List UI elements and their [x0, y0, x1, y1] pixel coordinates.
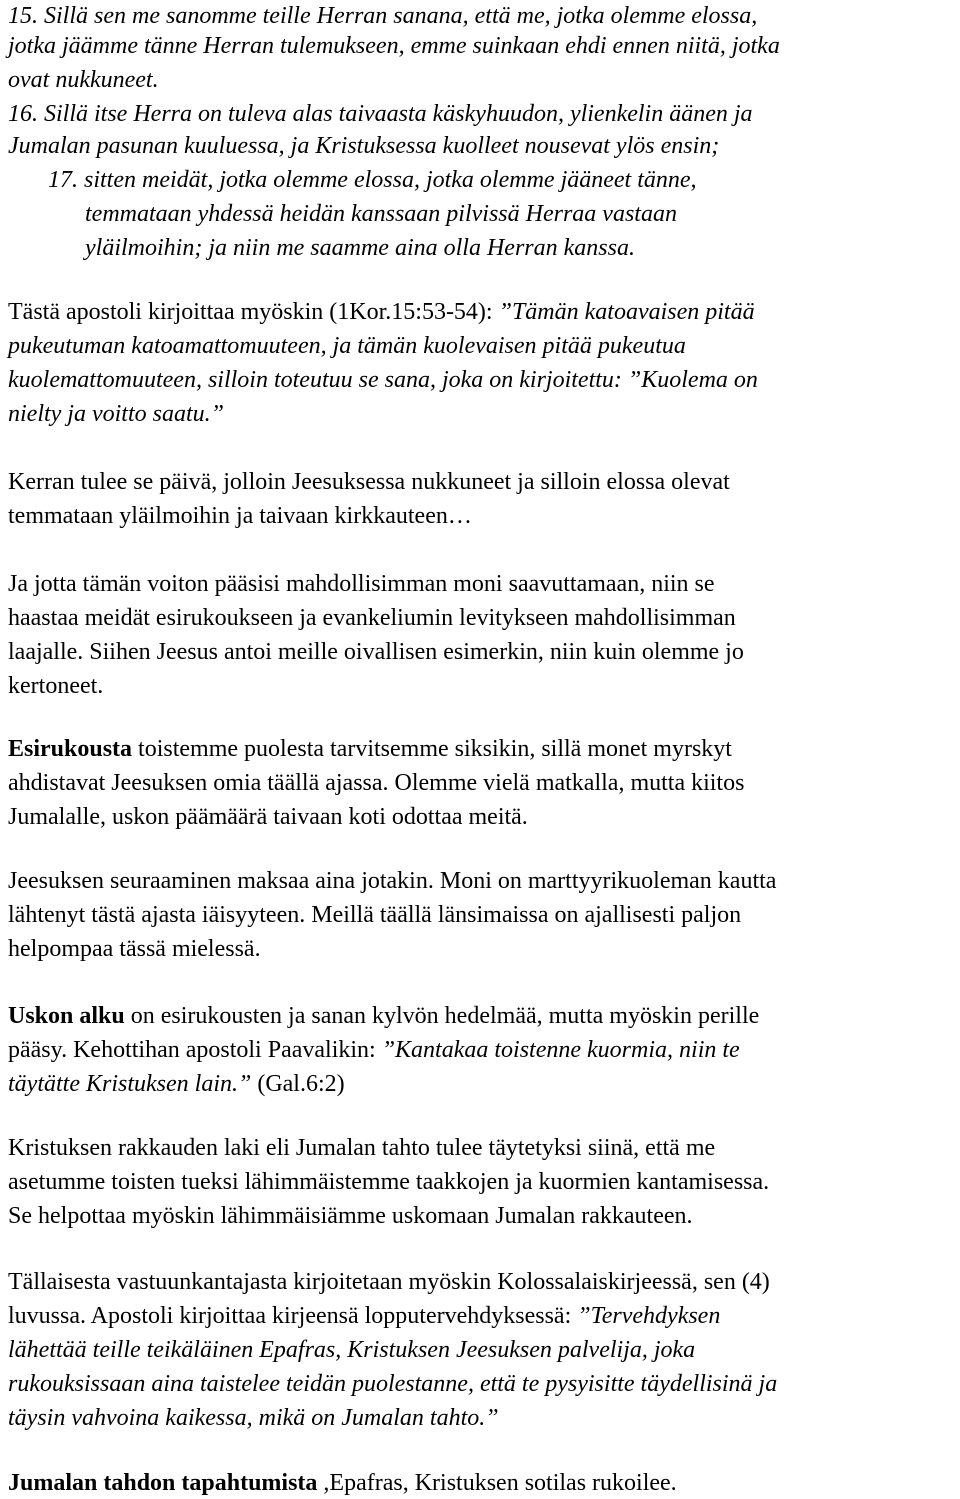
- paragraph-5-line-2: lähtenyt tästä ajasta iäisyyteen. Meillä täällä länsimaissa on ajallisesti paljon: [8, 902, 742, 928]
- verse-16-line-1: 16. Sillä itse Herra on tuleva alas taivaasta käskyhuudon, ylienkelin äänen ja: [8, 101, 753, 127]
- paragraph-2-line-1: Kerran tulee se päivä, jolloin Jeesuksessa nukkuneet ja silloin elossa olevat: [8, 469, 730, 495]
- verse-15-line-1: 15. Sillä sen me sanomme teille Herran sanana, että me, jotka olemme elossa,: [8, 3, 758, 29]
- paragraph-6-reference: (Gal.6:2): [251, 1071, 345, 1097]
- verse-16-line-2: Jumalan pasunan kuuluessa, ja Kristuksessa kuolleet nousevat ylös ensin;: [8, 133, 720, 159]
- paragraph-4-line-1-rest: toistemme puolesta tarvitsemme siksikin, sillä monet myrskyt: [132, 736, 732, 762]
- verse-17-line-1: 17. sitten meidät, jotka olemme elossa, jotka olemme jääneet tänne,: [48, 167, 697, 193]
- verse-17-line-2: temmataan yhdessä heidän kanssaan pilvissä Herraa vastaan: [85, 201, 677, 227]
- paragraph-4-line-2: ahdistavat Jeesuksen omia täällä ajassa. Olemme vielä matkalla, mutta kiitos: [8, 770, 745, 796]
- paragraph-8-line-5: täysin vahvoina kaikessa, mikä on Jumalan tahto.”: [8, 1405, 499, 1431]
- paragraph-6-line-1: [8, 1000, 759, 1032]
- paragraph-9-line-1: [8, 1467, 677, 1499]
- verse-15-line-3: ovat nukkuneet.: [8, 67, 159, 93]
- paragraph-5-line-1: Jeesuksen seuraaminen maksaa aina jotakin. Moni on marttyyrikuoleman kautta: [8, 868, 777, 894]
- paragraph-7-line-1: Kristuksen rakkauden laki eli Jumalan tahto tulee täytetyksi siinä, että me: [8, 1135, 716, 1161]
- paragraph-8-line-2-text: luvussa. Apostoli kirjoittaa kirjeensä lopputervehdyksessä:: [8, 1303, 578, 1329]
- paragraph-8-line-1: Tällaisesta vastuunkantajasta kirjoitetaan myöskin Kolossalaiskirjeessä, sen (4): [8, 1269, 770, 1295]
- verse-17-line-3: yläilmoihin; ja niin me saamme aina olla Herran kanssa.: [85, 235, 635, 261]
- paragraph-8-line-2: [8, 1300, 720, 1332]
- paragraph-3-line-2: haastaa meidät esirukoukseen ja evankeliumin levitykseen mahdollisimman: [8, 605, 736, 631]
- paragraph-3-line-1: Ja jotta tämän voiton pääsisi mahdollisimman moni saavuttamaan, niin se: [8, 571, 715, 597]
- paragraph-1-line-4: nielty ja voitto saatu.”: [8, 401, 224, 427]
- paragraph-1-line-1: [8, 296, 755, 328]
- paragraph-1-quote-start: ”Tämän katoavaisen pitää: [498, 299, 755, 325]
- paragraph-9-bold-term: Jumalan tahdon tapahtumista: [8, 1470, 318, 1496]
- paragraph-8-line-3: lähettää teille teikäläinen Epafras, Kristuksen Jeesuksen palvelija, joka: [8, 1337, 696, 1363]
- paragraph-8-quote-start: ”Tervehdyksen: [577, 1303, 721, 1329]
- paragraph-3-line-4: kertoneet.: [8, 673, 104, 699]
- paragraph-4-line-3: Jumalalle, uskon päämäärä taivaan koti odottaa meitä.: [8, 804, 528, 830]
- paragraph-3-line-3: laajalle. Siihen Jeesus antoi meille oivallisen esimerkin, niin kuin olemme jo: [8, 639, 744, 665]
- paragraph-6-quote-end: täytätte Kristuksen lain.”: [8, 1071, 252, 1097]
- paragraph-4-line-1: [8, 733, 732, 765]
- paragraph-6-line-1-rest: on esirukousten ja sanan kylvön hedelmää, mutta myöskin perille: [124, 1003, 760, 1029]
- verse-15-line-2: jotka jäämme tänne Herran tulemukseen, emme suinkaan ehdi ennen niitä, jotka: [8, 33, 780, 59]
- paragraph-6-line-3: [8, 1068, 345, 1100]
- paragraph-8-line-4: rukouksissaan aina taistelee teidän puolestanne, että te pysyisitte täydellisinä ja: [8, 1371, 778, 1397]
- paragraph-5-line-3: helpompaa tässä mielessä.: [8, 936, 261, 962]
- paragraph-6-bold-term: Uskon alku: [8, 1003, 125, 1029]
- paragraph-6-line-2-text: pääsy. Kehottihan apostoli Paavalikin:: [8, 1037, 382, 1063]
- paragraph-1-line-2: pukeutuman katoamattomuuteen, ja tämän kuolevaisen pitää pukeutua: [8, 333, 686, 359]
- paragraph-7-line-3: Se helpottaa myöskin lähimmäisiämme uskomaan Jumalan rakkauteen.: [8, 1203, 693, 1229]
- paragraph-4-bold-term: Esirukousta: [8, 736, 133, 762]
- paragraph-6-line-2: [8, 1034, 740, 1066]
- paragraph-1-intro: Tästä apostoli kirjoittaa myöskin (1Kor.15:53-54):: [8, 299, 499, 325]
- paragraph-2-line-2: temmataan yläilmoihin ja taivaan kirkkauteen…: [8, 503, 472, 529]
- paragraph-7-line-2: asetumme toisten tueksi lähimmäistemme taakkojen ja kuormien kantamisessa.: [8, 1169, 770, 1195]
- paragraph-1-line-3: kuolemattomuuteen, silloin toteutuu se sana, joka on kirjoitettu: ”Kuolema on: [8, 367, 758, 393]
- paragraph-9-rest: ,Epafras, Kristuksen sotilas rukoilee.: [317, 1470, 677, 1496]
- paragraph-6-quote-start: ”Kantakaa toistenne kuormia, niin te: [381, 1037, 740, 1063]
